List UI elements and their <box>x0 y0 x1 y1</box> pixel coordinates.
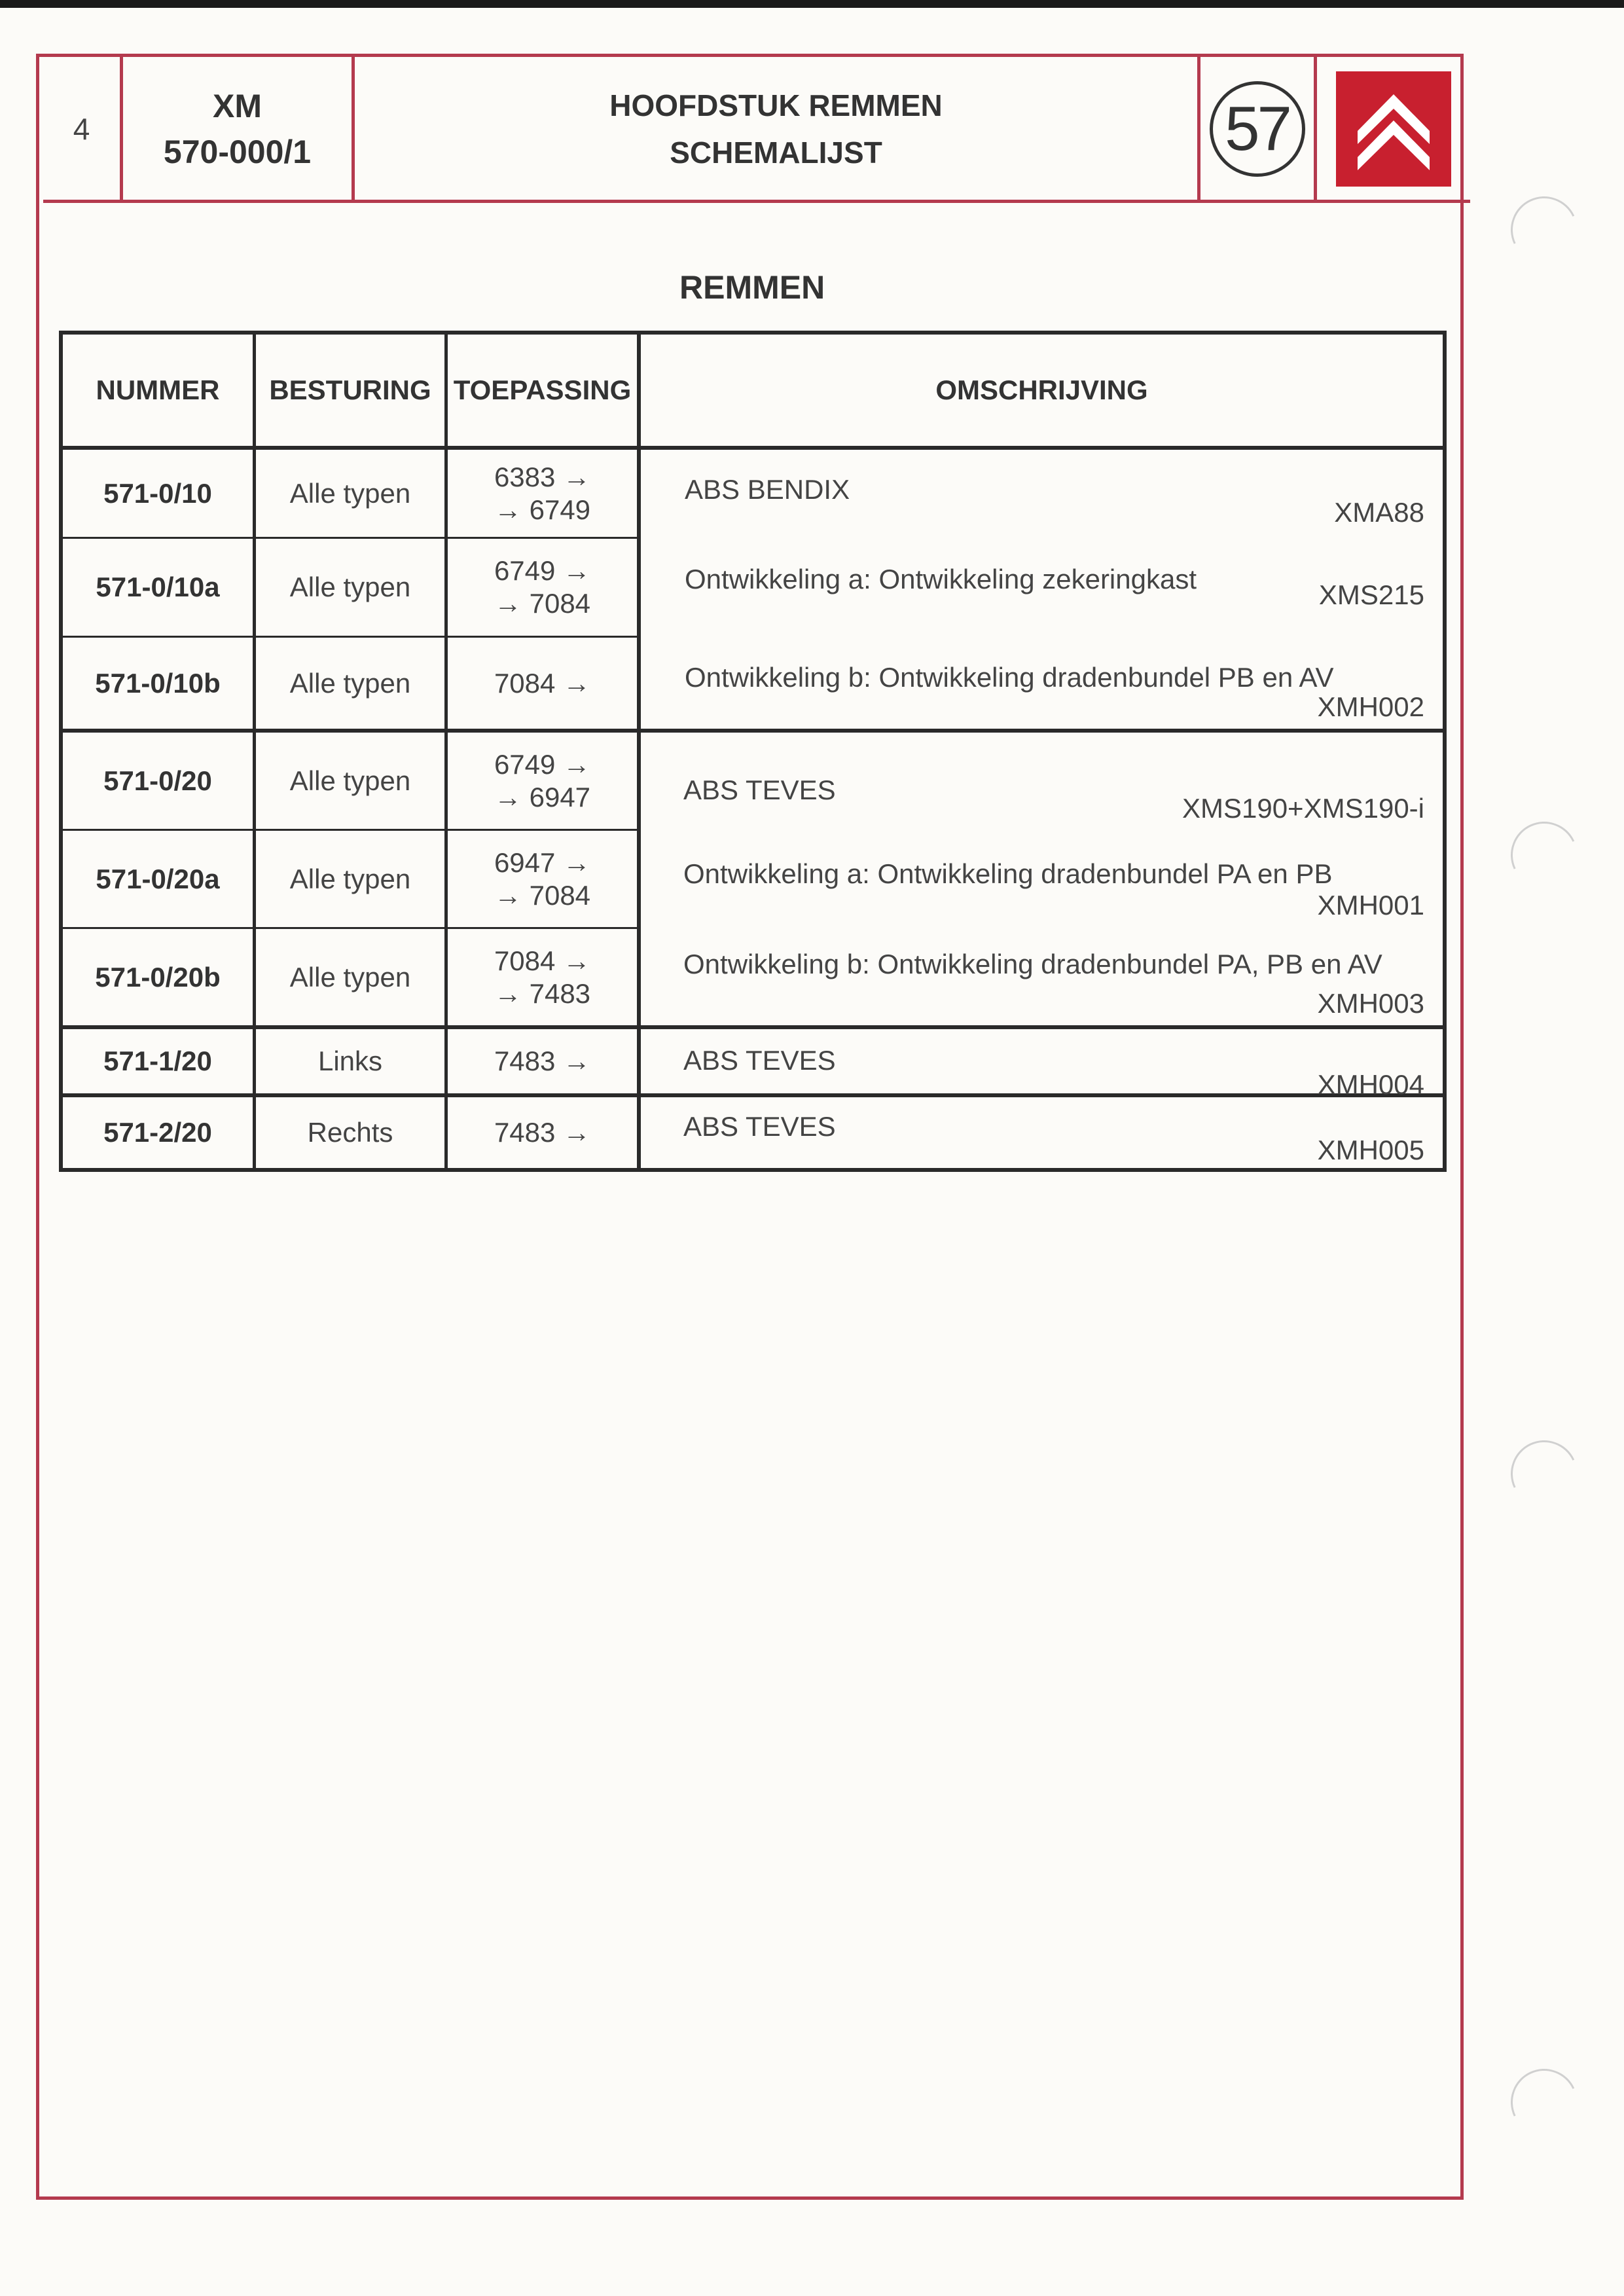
punch-hole-4 <box>1502 2060 1587 2145</box>
header-title-line1: HOOFDSTUK REMMEN <box>609 88 943 122</box>
chapter-cell <box>1200 55 1317 203</box>
toepassing-line: 6947 → <box>494 847 591 878</box>
toepassing-line: → 6749 <box>494 494 591 525</box>
remmen-table <box>59 331 1447 1172</box>
page-header <box>43 55 1470 203</box>
column-divider <box>637 335 641 1168</box>
table-row-toepassing <box>448 638 637 729</box>
table-row-toepassing <box>448 450 637 537</box>
table-row-ref: XMH001 <box>1317 890 1424 920</box>
table-row-omschrijving: ABS BENDIX <box>685 474 850 505</box>
table-row-besturing: Alle typen <box>289 765 411 796</box>
table-row-nummer: 571-0/20 <box>103 765 212 796</box>
page-top-edge <box>0 0 1624 8</box>
table-row-besturing: Alle typen <box>289 477 411 509</box>
punch-hole-1 <box>1502 187 1587 273</box>
toepassing-line: → 7084 <box>494 588 591 619</box>
section-title: REMMEN <box>679 269 825 306</box>
column-header-omschrijving: OMSCHRIJVING <box>935 374 1148 405</box>
table-row-toepassing <box>448 539 637 636</box>
column-header-toepassing: TOEPASSING <box>453 374 632 405</box>
punch-hole-2 <box>1502 812 1587 898</box>
model-name: XM <box>213 88 262 124</box>
citroen-logo-icon <box>1336 71 1451 187</box>
table-row-nummer: 571-0/10 <box>103 477 212 509</box>
table-row-besturing: Alle typen <box>289 961 411 993</box>
logo-cell <box>1317 55 1470 203</box>
table-row-besturing: Rechts <box>307 1117 393 1148</box>
table-row-nummer: 571-0/20b <box>95 961 221 993</box>
table-row-toepassing <box>448 831 637 927</box>
chapter-number: 57 <box>1210 81 1305 177</box>
column-header-nummer: NUMMER <box>96 374 220 405</box>
table-row-besturing: Alle typen <box>289 863 411 894</box>
table-row-besturing: Alle typen <box>289 572 411 602</box>
table-row-ref: XMS215 <box>1318 579 1424 610</box>
toepassing-line: 7483 → <box>494 1046 591 1076</box>
table-row-besturing: Alle typen <box>289 667 411 699</box>
table-row-ref: XMA88 <box>1334 497 1424 528</box>
table-row-nummer: 571-2/20 <box>103 1117 212 1148</box>
header-divider <box>43 200 1470 203</box>
table-row-omschrijving: Ontwikkeling b: Ontwikkeling dradenbundel PA, PB en AV <box>683 949 1382 979</box>
table-row-nummer: 571-0/20a <box>96 863 220 894</box>
table-row-ref: XMH004 <box>1317 1069 1424 1100</box>
table-row-omschrijving: Ontwikkeling a: Ontwikkeling dradenbundel PA en PB <box>683 858 1333 889</box>
toepassing-line: → 6947 <box>494 781 591 812</box>
table-row-besturing: Links <box>317 1046 383 1076</box>
toepassing-line: → 7483 <box>494 977 591 1009</box>
table-row-omschrijving: Ontwikkeling b: Ontwikkeling dradenbundel PB en AV <box>685 662 1334 693</box>
model-cell <box>123 55 355 203</box>
table-row-omschrijving: ABS TEVES <box>683 1111 836 1142</box>
table-row-ref: XMS190+XMS190-i <box>1182 793 1424 824</box>
column-header-besturing: BESTURING <box>269 374 431 405</box>
table-row-nummer: 571-1/20 <box>103 1046 212 1076</box>
toepassing-line: 7483 → <box>494 1117 591 1148</box>
page-number: 4 <box>43 55 123 203</box>
table-row-ref: XMH002 <box>1317 691 1424 722</box>
table-row-toepassing <box>448 733 637 829</box>
document-code: 570-000/1 <box>163 134 312 170</box>
table-row-toepassing <box>448 1029 637 1093</box>
toepassing-line: 6383 → <box>494 461 591 492</box>
header-title <box>355 55 1200 203</box>
table-row-omschrijving: Ontwikkeling a: Ontwikkeling zekeringkast <box>685 564 1197 594</box>
punch-hole-3 <box>1502 1431 1587 1517</box>
toepassing-line: 7084 → <box>494 945 591 976</box>
header-title-line2: SCHEMALIJST <box>670 136 882 170</box>
toepassing-line: → 7084 <box>494 879 591 911</box>
table-row-ref: XMH005 <box>1317 1135 1424 1165</box>
table-row-ref: XMH003 <box>1317 988 1424 1019</box>
table-row-toepassing <box>448 1097 637 1168</box>
toepassing-line: 6749 → <box>494 748 591 780</box>
table-row-omschrijving: ABS TEVES <box>683 1045 836 1076</box>
table-row-omschrijving: ABS TEVES <box>683 774 836 805</box>
table-row-nummer: 571-0/10a <box>96 572 220 602</box>
toepassing-line: 6749 → <box>494 555 591 586</box>
table-row-toepassing <box>448 929 637 1025</box>
toepassing-line: 7084 → <box>494 667 591 699</box>
table-row-nummer: 571-0/10b <box>95 667 221 699</box>
